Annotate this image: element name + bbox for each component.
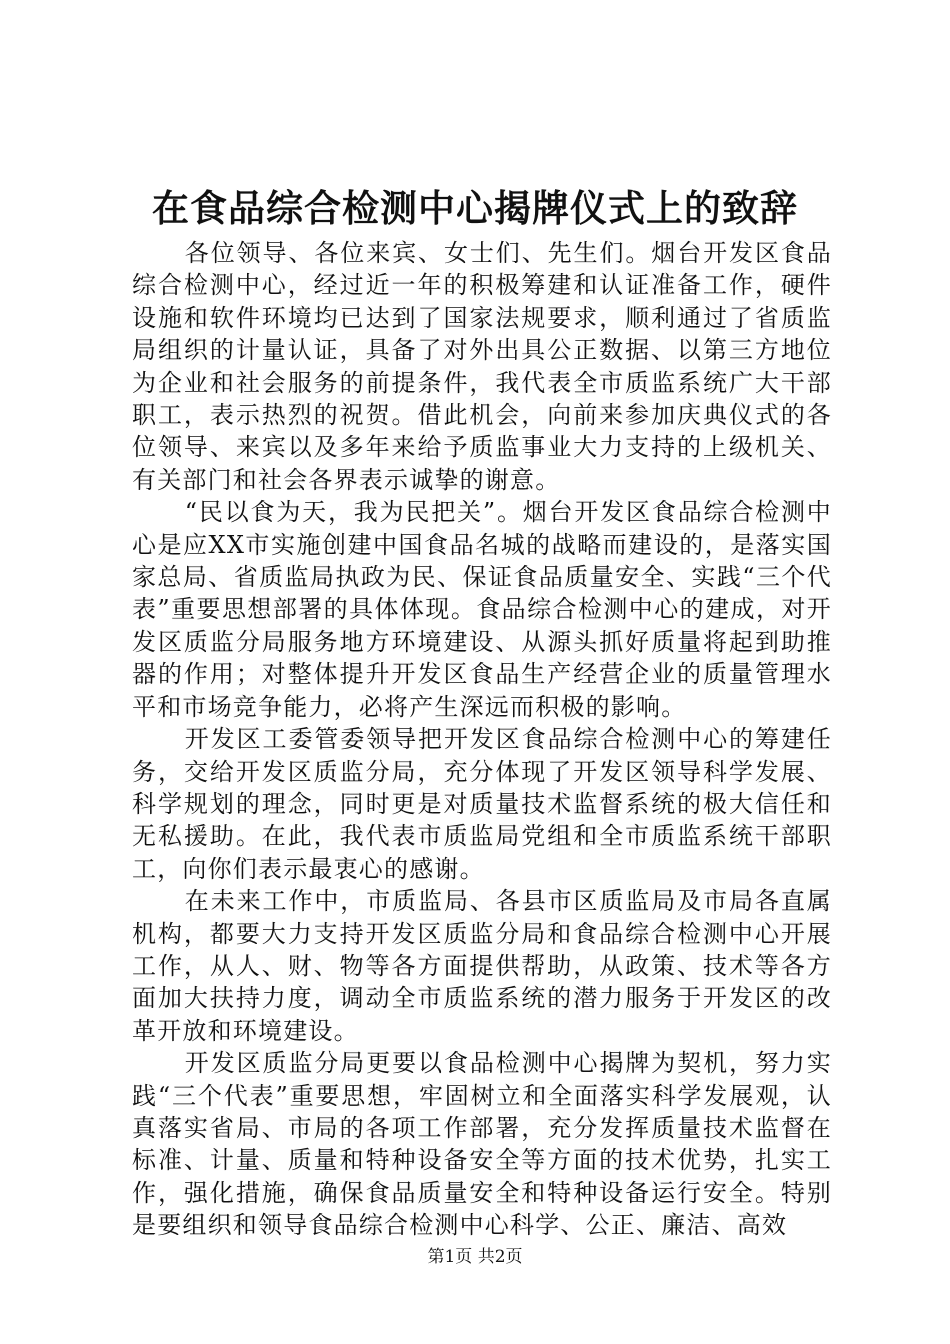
- paragraph-4: 在未来工作中，市质监局、各县市区质监局及市局各直属机构，都要大力支持开发区质监分局和食品综合检测中心开展工作，从人、财、物等各方面提供帮助，从政策、技术等各方面加大扶持力度，调动全市质监系统的潜力服务于开发区的改革开放和环境建设。: [132, 887, 832, 1045]
- paragraph-3: 开发区工委管委领导把开发区食品综合检测中心的筹建任务，交给开发区质监分局，充分体现了开发区领导科学发展、科学规划的理念，同时更是对质量技术监督系统的极大信任和无私援助。在此，我代表市质监局党组和全市质监系统干部职工，向你们表示最衷心的感谢。: [132, 725, 832, 883]
- document-body: [132, 237, 832, 1240]
- page-number-footer: 第1页 共2页: [427, 1247, 523, 1267]
- paragraph-2: “民以食为天，我为民把关”。烟台开发区食品综合检测中心是应XX市实施创建中国食品名城的战略而建设的，是落实国家总局、省质监局执政为民、保证食品质量安全、实践“三个代表”重要思想部署的具体体现。食品综合检测中心的建成，对开发区质监分局服务地方环境建设、从源头抓好质量将起到助推器的作用；对整体提升开发区食品生产经营企业的质量管理水平和市场竞争能力，必将产生深远而积极的影响。: [132, 498, 832, 721]
- document-title: 在食品综合检测中心揭牌仪式上的致辞: [152, 186, 798, 230]
- paragraph-1: 各位领导、各位来宾、女士们、先生们。烟台开发区食品综合检测中心，经过近一年的积极筹建和认证准备工作，硬件设施和软件环境均已达到了国家法规要求，顺利通过了省质监局组织的计量认证，具备了对外出具公正数据、以第三方地位为企业和社会服务的前提条件，我代表全市质监系统广大干部职工，表示热烈的祝贺。借此机会，向前来参加庆典仪式的各位领导、来宾以及多年来给予质监事业大力支持的上级机关、有关部门和社会各界表示诚挚的谢意。: [132, 239, 832, 494]
- paragraph-5: 开发区质监分局更要以食品检测中心揭牌为契机，努力实践“三个代表”重要思想，牢固树立和全面落实科学发展观，认真落实省局、市局的各项工作部署，充分发挥质量技术监督在标准、计量、质量和特种设备安全等方面的技术优势，扎实工作，强化措施，确保食品质量安全和特种设备运行安全。特别是要组织和领导食品综合检测中心科学、公正、廉洁、高效: [132, 1049, 832, 1240]
